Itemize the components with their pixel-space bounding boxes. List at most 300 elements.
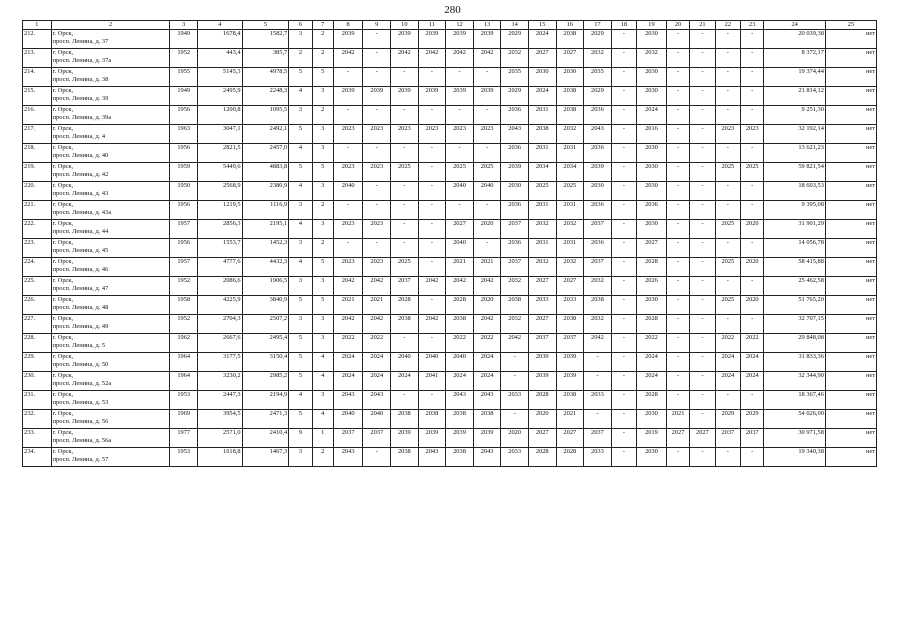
table-cell: 2038	[391, 448, 419, 467]
table-cell: 2028	[528, 448, 556, 467]
table-cell: 2025	[391, 163, 419, 182]
table-cell: 5449,6	[198, 163, 243, 182]
table-cell: 2043	[333, 448, 363, 467]
column-header: 15	[528, 21, 556, 30]
table-cell: 2041	[418, 372, 446, 391]
table-cell: 2020	[473, 220, 501, 239]
row-number: 227.	[23, 315, 52, 334]
table-cell: 2704,3	[198, 315, 243, 334]
table-cell: 2495,4	[242, 334, 289, 353]
table-cell: 2028	[446, 296, 474, 315]
table-cell: 3	[289, 315, 312, 334]
table-cell: -	[611, 410, 636, 429]
table-cell: нет	[825, 315, 876, 334]
table-cell: 31 901,29	[764, 220, 826, 239]
table-cell: -	[715, 106, 740, 125]
table-row	[23, 372, 877, 391]
address-city: г. Орск,	[52, 391, 74, 398]
table-cell: 2042	[333, 49, 363, 68]
table-cell: 2038	[391, 315, 419, 334]
table-cell: 2025	[528, 182, 556, 201]
registry-table	[22, 20, 877, 467]
address-cell	[51, 239, 170, 258]
table-cell: 2037	[528, 334, 556, 353]
page-number: 280	[444, 4, 461, 16]
table-cell: 2039	[446, 429, 474, 448]
address-city: г. Орск,	[52, 334, 74, 341]
address-cell	[51, 106, 170, 125]
table-cell: 2024	[363, 372, 391, 391]
table-cell: 3	[289, 239, 312, 258]
table-cell: -	[690, 277, 715, 296]
table-cell: -	[391, 220, 419, 239]
table-row	[23, 87, 877, 106]
table-cell: -	[715, 182, 740, 201]
address-street: просп. Ленина, д. 38	[52, 76, 109, 84]
table-cell: -	[418, 201, 446, 220]
row-number: 233.	[23, 429, 52, 448]
address-street: просп. Ленина, д. 43	[52, 190, 109, 198]
table-cell: 2038	[556, 391, 584, 410]
column-header: 19	[637, 21, 667, 30]
table-cell: 1678,4	[198, 30, 243, 49]
table-cell: -	[473, 144, 501, 163]
table-cell: 2037	[741, 429, 764, 448]
table-cell: 2025	[715, 163, 740, 182]
table-cell: 2040	[391, 353, 419, 372]
table-cell: -	[418, 258, 446, 277]
address-street: просп. Ленина, д. 49	[52, 323, 109, 331]
table-cell: 2036	[501, 239, 529, 258]
table-cell: 1959	[170, 163, 198, 182]
table-cell: 2023	[363, 125, 391, 144]
table-cell: -	[690, 296, 715, 315]
table-cell: 3	[312, 182, 333, 201]
address-city: г. Орск,	[52, 182, 74, 189]
table-cell: нет	[825, 182, 876, 201]
table-cell: 1949	[170, 30, 198, 49]
table-cell: 1452,3	[242, 239, 289, 258]
table-cell: 2027	[556, 277, 584, 296]
table-cell: -	[418, 391, 446, 410]
table-cell: -	[690, 315, 715, 334]
row-number: 223.	[23, 239, 52, 258]
table-cell: 2033	[501, 391, 529, 410]
row-number: 220.	[23, 182, 52, 201]
row-number: 222.	[23, 220, 52, 239]
table-cell: -	[741, 144, 764, 163]
table-cell: 2036	[501, 106, 529, 125]
table-cell: 2025	[715, 258, 740, 277]
table-cell: -	[690, 220, 715, 239]
table-cell: 2032	[501, 49, 529, 68]
column-header: 3	[170, 21, 198, 30]
table-cell: -	[741, 315, 764, 334]
address-cell	[51, 182, 170, 201]
table-cell: 3047,1	[198, 125, 243, 144]
row-number: 215.	[23, 87, 52, 106]
table-cell: 2042	[501, 334, 529, 353]
table-cell: 2036	[584, 144, 612, 163]
table-row	[23, 144, 877, 163]
table-cell: 1116,9	[242, 201, 289, 220]
table-cell: -	[446, 68, 474, 87]
table-cell: 32 192,14	[764, 125, 826, 144]
table-cell: -	[715, 277, 740, 296]
table-cell: 2034	[528, 163, 556, 182]
table-cell: 2037	[584, 220, 612, 239]
table-cell: 2030	[501, 182, 529, 201]
table-cell: 2023	[333, 258, 363, 277]
table-cell: 1957	[170, 258, 198, 277]
table-cell: -	[666, 144, 689, 163]
table-cell: 2032	[584, 315, 612, 334]
table-cell: 2023	[473, 125, 501, 144]
address-cell	[51, 353, 170, 372]
address-city: г. Орск,	[52, 144, 74, 151]
table-cell: 2043	[418, 448, 446, 467]
table-cell: 2024	[715, 353, 740, 372]
table-cell: 2027	[556, 49, 584, 68]
table-cell: нет	[825, 106, 876, 125]
column-header: 16	[556, 21, 584, 30]
table-cell: 2030	[637, 87, 667, 106]
table-cell: 2380,9	[242, 182, 289, 201]
address-street: просп. Ленина, д. 4	[52, 133, 106, 141]
table-cell: 2195,1	[242, 220, 289, 239]
column-header: 10	[391, 21, 419, 30]
table-cell: -	[741, 448, 764, 467]
table-cell: -	[446, 144, 474, 163]
table-cell: 59 821,54	[764, 163, 826, 182]
table-cell: 2020	[741, 258, 764, 277]
table-cell: 2039	[528, 353, 556, 372]
table-cell: нет	[825, 258, 876, 277]
table-cell: 2042	[473, 277, 501, 296]
table-cell: -	[715, 239, 740, 258]
table-cell: 5	[289, 334, 312, 353]
table-cell: 2039	[528, 372, 556, 391]
table-cell: 1957	[170, 220, 198, 239]
address-city: г. Орск,	[52, 49, 74, 56]
address-city: г. Орск,	[52, 353, 74, 360]
table-cell: 1953	[170, 391, 198, 410]
table-cell: 2042	[333, 277, 363, 296]
table-cell: 1953	[170, 448, 198, 467]
table-cell: 2042	[418, 315, 446, 334]
table-cell: 2039	[584, 163, 612, 182]
table-cell: 2040	[446, 353, 474, 372]
table-cell: 1553,7	[198, 239, 243, 258]
address-city: г. Орск,	[52, 87, 74, 94]
table-cell: 2038	[418, 410, 446, 429]
table-cell: 2022	[363, 334, 391, 353]
address-city: г. Орск,	[52, 201, 74, 208]
table-cell: 1952	[170, 277, 198, 296]
table-cell: 2042	[363, 315, 391, 334]
table-cell: 2029	[741, 410, 764, 429]
address-cell	[51, 315, 170, 334]
table-cell: -	[611, 448, 636, 467]
table-cell: 2024	[473, 372, 501, 391]
table-cell: 2021	[446, 258, 474, 277]
table-cell: 1219,5	[198, 201, 243, 220]
table-cell: 2020	[501, 429, 529, 448]
table-cell: -	[666, 49, 689, 68]
table-cell: 5145,3	[198, 68, 243, 87]
table-cell: -	[666, 372, 689, 391]
table-cell: -	[473, 68, 501, 87]
table-cell: нет	[825, 277, 876, 296]
table-cell: 2023	[333, 220, 363, 239]
table-cell: 18 367,46	[764, 391, 826, 410]
table-cell: 2027	[528, 429, 556, 448]
table-row	[23, 258, 877, 277]
table-cell: 2030	[584, 182, 612, 201]
address-street: просп. Ленина, д. 57	[52, 456, 109, 464]
table-cell: 2019	[637, 429, 667, 448]
table-cell: 25 462,58	[764, 277, 826, 296]
table-cell: 5	[289, 410, 312, 429]
column-header: 1	[23, 21, 52, 30]
table-cell: 2039	[418, 429, 446, 448]
table-cell: 2021	[666, 410, 689, 429]
table-cell: 4	[289, 391, 312, 410]
row-number: 234.	[23, 448, 52, 467]
table-cell: -	[690, 334, 715, 353]
table-cell: -	[741, 106, 764, 125]
table-cell: -	[391, 239, 419, 258]
table-row	[23, 239, 877, 258]
table-cell: -	[363, 30, 391, 49]
table-cell: -	[611, 220, 636, 239]
column-header: 9	[363, 21, 391, 30]
table-body	[23, 21, 877, 467]
table-cell: 2042	[333, 315, 363, 334]
table-cell: 2029	[715, 410, 740, 429]
table-cell: 2030	[637, 296, 667, 315]
table-cell: 2	[312, 239, 333, 258]
table-cell: 2042	[446, 49, 474, 68]
address-city: г. Орск,	[52, 163, 74, 170]
table-cell: 1962	[170, 334, 198, 353]
table-cell: 2038	[556, 30, 584, 49]
table-cell: -	[741, 391, 764, 410]
table-cell: -	[391, 144, 419, 163]
table-cell: 2032	[556, 220, 584, 239]
address-cell	[51, 220, 170, 239]
table-cell: 2194,9	[242, 391, 289, 410]
table-cell: 2039	[418, 87, 446, 106]
table-cell: 20 039,38	[764, 30, 826, 49]
table-cell: -	[418, 106, 446, 125]
table-cell: 2031	[528, 106, 556, 125]
table-cell: 1952	[170, 315, 198, 334]
table-cell: -	[611, 239, 636, 258]
address-street: просп. Ленина, д. 44	[52, 228, 109, 236]
address-street: просп. Ленина, д. 43а	[52, 209, 112, 217]
table-cell: 2031	[528, 239, 556, 258]
table-cell: -	[666, 201, 689, 220]
column-header: 24	[764, 21, 826, 30]
table-row	[23, 410, 877, 429]
table-cell: 2248,3	[242, 87, 289, 106]
table-cell: -	[690, 239, 715, 258]
address-cell	[51, 410, 170, 429]
row-number: 224.	[23, 258, 52, 277]
table-cell: 2029	[584, 87, 612, 106]
table-cell: 14 056,78	[764, 239, 826, 258]
table-cell: 1952	[170, 49, 198, 68]
table-cell: -	[715, 315, 740, 334]
table-cell: нет	[825, 410, 876, 429]
table-cell: 2040	[446, 239, 474, 258]
address-cell	[51, 448, 170, 467]
table-cell: -	[690, 106, 715, 125]
table-cell: 5	[289, 296, 312, 315]
table-cell: 2032	[584, 49, 612, 68]
table-cell: 2039	[363, 87, 391, 106]
table-cell: 3	[289, 277, 312, 296]
table-cell: 2568,9	[198, 182, 243, 201]
table-cell: 2020	[473, 296, 501, 315]
table-cell: -	[666, 220, 689, 239]
table-cell: -	[418, 68, 446, 87]
table-cell: 2036	[584, 239, 612, 258]
address-street: просп. Ленина, д. 50	[52, 361, 109, 369]
table-cell: 1956	[170, 106, 198, 125]
address-street: просп. Ленина, д. 37	[52, 38, 109, 46]
table-cell: нет	[825, 429, 876, 448]
table-cell: -	[418, 296, 446, 315]
table-cell: 2028	[637, 391, 667, 410]
table-cell: -	[715, 201, 740, 220]
address-street: просп. Ленина, д. 42	[52, 171, 109, 179]
table-cell: 2039	[446, 30, 474, 49]
table-cell: 2038	[446, 315, 474, 334]
table-cell: -	[363, 49, 391, 68]
table-cell: -	[666, 353, 689, 372]
table-cell: 2038	[584, 296, 612, 315]
column-header: 18	[611, 21, 636, 30]
table-cell: 4	[312, 353, 333, 372]
table-cell: -	[333, 68, 363, 87]
table-cell: 2032	[556, 125, 584, 144]
table-cell: 2030	[637, 163, 667, 182]
table-cell: 2032	[501, 277, 529, 296]
table-cell: нет	[825, 87, 876, 106]
table-cell: 2032	[501, 315, 529, 334]
table-cell: 2027	[528, 49, 556, 68]
table-cell: -	[611, 391, 636, 410]
table-cell: 2023	[333, 125, 363, 144]
table-cell: 2030	[637, 182, 667, 201]
table-cell: 2030	[556, 68, 584, 87]
row-number: 212.	[23, 30, 52, 49]
table-cell: -	[690, 49, 715, 68]
table-cell: 1950	[170, 182, 198, 201]
address-street: просп. Ленина, д. 56а	[52, 437, 112, 445]
table-cell: -	[418, 334, 446, 353]
table-cell: нет	[825, 68, 876, 87]
table-cell: -	[611, 106, 636, 125]
table-cell: 2022	[333, 334, 363, 353]
table-cell: нет	[825, 353, 876, 372]
table-cell: 2027	[556, 429, 584, 448]
table-row	[23, 296, 877, 315]
table-cell: 2031	[556, 239, 584, 258]
table-cell: 2025	[741, 163, 764, 182]
table-cell: 4883,8	[242, 163, 289, 182]
table-cell: 2032	[556, 258, 584, 277]
address-cell	[51, 49, 170, 68]
table-cell: 9	[289, 429, 312, 448]
table-cell: 1467,3	[242, 448, 289, 467]
column-header: 4	[198, 21, 243, 30]
table-cell: 2025	[446, 163, 474, 182]
table-cell: 1958	[170, 296, 198, 315]
table-cell: -	[741, 182, 764, 201]
table-cell: 2043	[501, 125, 529, 144]
table-cell: 2039	[391, 30, 419, 49]
table-cell: -	[690, 30, 715, 49]
table-cell: 2023	[363, 220, 391, 239]
table-cell: 3150,4	[242, 353, 289, 372]
table-cell: 2027	[637, 239, 667, 258]
row-number: 232.	[23, 410, 52, 429]
table-cell: -	[333, 201, 363, 220]
table-cell: -	[501, 372, 529, 391]
table-cell: 2038	[556, 87, 584, 106]
table-cell: 2023	[363, 163, 391, 182]
table-cell: 2026	[637, 277, 667, 296]
table-cell: 2038	[391, 410, 419, 429]
address-street: просп. Ленина, д. 5	[52, 342, 106, 350]
table-cell: 2039	[473, 87, 501, 106]
table-cell: 2022	[715, 334, 740, 353]
table-cell: 2023	[333, 163, 363, 182]
table-cell: 3954,5	[198, 410, 243, 429]
table-cell: 21 814,12	[764, 87, 826, 106]
table-cell: 3	[289, 201, 312, 220]
table-cell: 3	[312, 315, 333, 334]
table-cell: 3	[312, 144, 333, 163]
table-cell: 2023	[715, 125, 740, 144]
table-cell: 2039	[391, 429, 419, 448]
table-cell: 2039	[556, 353, 584, 372]
row-number: 219.	[23, 163, 52, 182]
table-cell: 4432,3	[242, 258, 289, 277]
table-cell: 2024	[446, 372, 474, 391]
address-cell	[51, 68, 170, 87]
table-cell: 2036	[637, 201, 667, 220]
table-cell: 2027	[528, 315, 556, 334]
table-cell: 2043	[446, 391, 474, 410]
table-cell: -	[446, 106, 474, 125]
table-cell: 2025	[715, 220, 740, 239]
table-cell: 9 395,08	[764, 201, 826, 220]
table-cell: -	[666, 258, 689, 277]
table-cell: 2030	[637, 410, 667, 429]
table-cell: -	[666, 163, 689, 182]
table-cell: -	[666, 239, 689, 258]
table-cell: 2042	[418, 277, 446, 296]
table-cell: -	[690, 201, 715, 220]
table-cell: -	[666, 106, 689, 125]
table-cell: 5	[289, 372, 312, 391]
table-cell: -	[741, 68, 764, 87]
column-header: 8	[333, 21, 363, 30]
